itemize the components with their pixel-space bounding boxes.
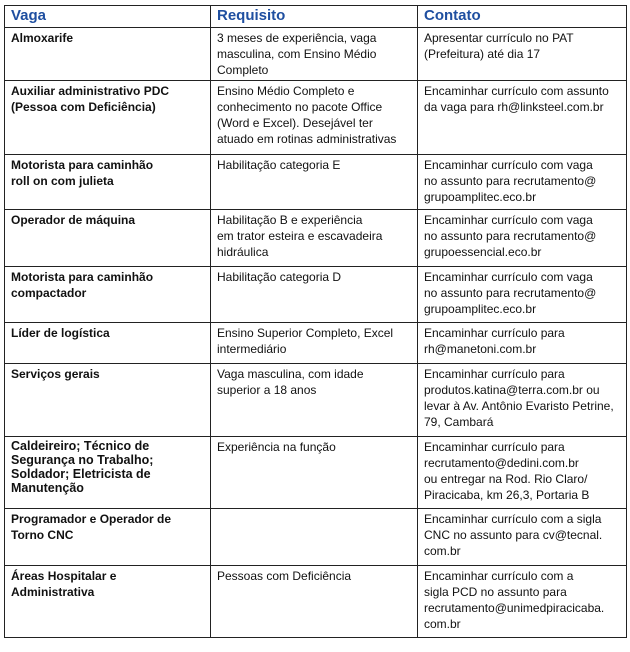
table-row xyxy=(5,437,627,509)
table-row xyxy=(5,267,627,323)
table-row xyxy=(5,566,627,638)
header-row xyxy=(5,6,627,28)
job-openings-table xyxy=(4,5,627,638)
requisito-cell: Pessoas com Deficiência xyxy=(211,566,418,638)
table-row xyxy=(5,81,627,155)
header-contato: Contato xyxy=(418,6,627,28)
header-vaga: Vaga xyxy=(5,6,211,28)
contato-cell: Apresentar currículo no PAT (Prefeitura) até dia 17 xyxy=(418,28,627,81)
contato-cell: Encaminhar currículo com vaga no assunto para recrutamento@ grupoamplitec.eco.br xyxy=(418,267,627,323)
requisito-cell: Ensino Superior Completo, Excel intermediário xyxy=(211,323,418,364)
contato-cell: Encaminhar currículo para rh@manetoni.com.br xyxy=(418,323,627,364)
requisito-cell: Habilitação categoria D xyxy=(211,267,418,323)
table-row xyxy=(5,323,627,364)
requisito-cell: Habilitação B e experiência em trator esteira e escavadeira hidráulica xyxy=(211,210,418,267)
table-row xyxy=(5,28,627,81)
contato-cell: Encaminhar currículo com vaga no assunto para recrutamento@ grupoessencial.eco.br xyxy=(418,210,627,267)
contato-cell: Encaminhar currículo com a sigla CNC no assunto para cv@tecnal. com.br xyxy=(418,509,627,566)
contato-cell: Encaminhar currículo com a sigla PCD no assunto para recrutamento@unimedpiracicaba. com.br xyxy=(418,566,627,638)
vaga-cell: Programador e Operador de Torno CNC xyxy=(5,509,211,566)
vaga-cell: Serviços gerais xyxy=(5,364,211,437)
requisito-cell: Ensino Médio Completo e conhecimento no pacote Office (Word e Excel). Desejável ter atuado em rotinas administrativas xyxy=(211,81,418,155)
header-requisito: Requisito xyxy=(211,6,418,28)
vaga-cell: Auxiliar administrativo PDC (Pessoa com Deficiência) xyxy=(5,81,211,155)
table-row xyxy=(5,155,627,210)
contato-cell: Encaminhar currículo com assunto da vaga para rh@linksteel.com.br xyxy=(418,81,627,155)
contato-cell: Encaminhar currículo com vaga no assunto para recrutamento@ grupoamplitec.eco.br xyxy=(418,155,627,210)
vaga-cell: Líder de logística xyxy=(5,323,211,364)
requisito-cell: Vaga masculina, com idade superior a 18 anos xyxy=(211,364,418,437)
contato-cell: Encaminhar currículo para recrutamento@dedini.com.br ou entregar na Rod. Rio Claro/ Piracicaba, km 26,3, Portaria B xyxy=(418,437,627,509)
vaga-cell: Áreas Hospitalar e Administrativa xyxy=(5,566,211,638)
table-row xyxy=(5,509,627,566)
requisito-cell: 3 meses de experiência, vaga masculina, com Ensino Médio Completo xyxy=(211,28,418,81)
table-row xyxy=(5,364,627,437)
table-row xyxy=(5,210,627,267)
vaga-cell: Operador de máquina xyxy=(5,210,211,267)
contato-cell: Encaminhar currículo para produtos.katina@terra.com.br ou levar à Av. Antônio Evaristo Petrine, 79, Cambará xyxy=(418,364,627,437)
vaga-cell: Caldeireiro; Técnico de Segurança no Trabalho; Soldador; Eletricista de Manutenção xyxy=(5,437,211,509)
vaga-cell: Almoxarife xyxy=(5,28,211,81)
vaga-cell: Motorista para caminhão compactador xyxy=(5,267,211,323)
requisito-cell: Experiência na função xyxy=(211,437,418,509)
requisito-cell: Habilitação categoria E xyxy=(211,155,418,210)
vaga-cell: Motorista para caminhão roll on com julieta xyxy=(5,155,211,210)
requisito-cell xyxy=(211,509,418,566)
